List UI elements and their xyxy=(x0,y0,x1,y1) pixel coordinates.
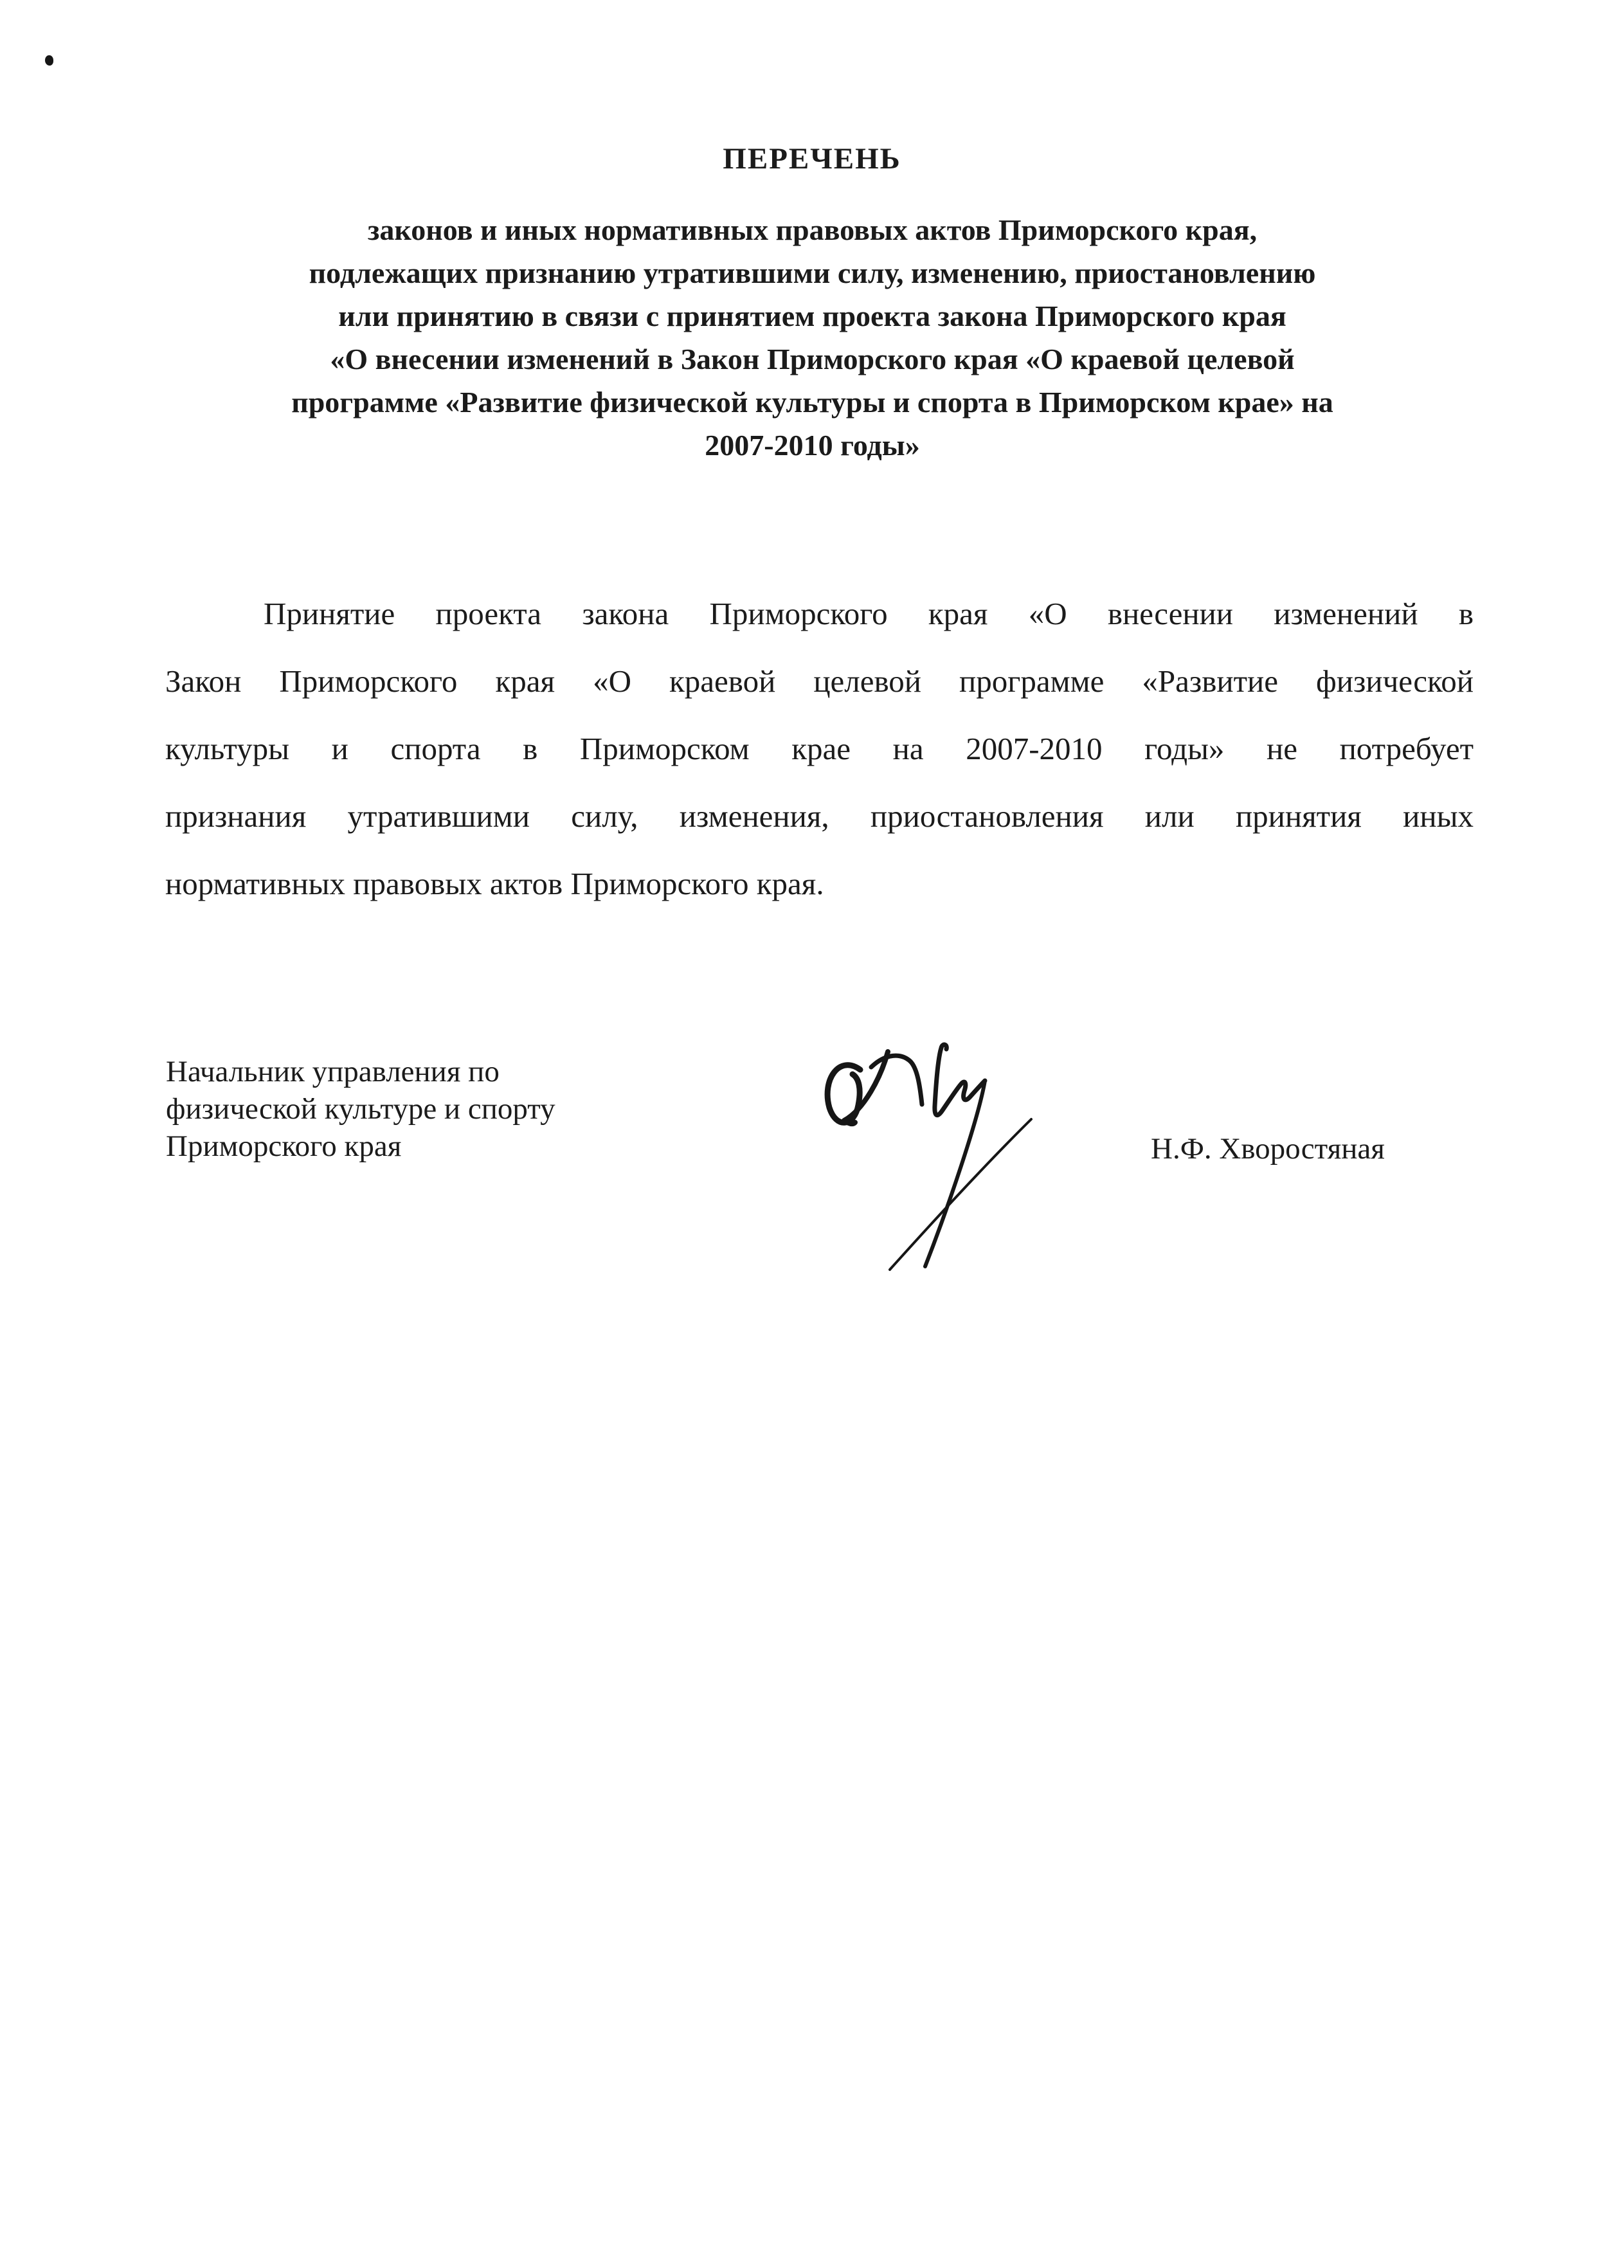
body-paragraph xyxy=(165,580,1474,917)
handwritten-signature-icon xyxy=(804,1016,1061,1286)
subtitle-line: программе «Развитие физической культуры и спорта в Приморском крае» на xyxy=(291,386,1333,419)
signatory-position-line: Начальник управления по xyxy=(166,1055,500,1088)
body-line: Закон Приморского края «О краевой целевой программе «Развитие физической xyxy=(165,663,1474,699)
body-line: признания утратившими силу, изменения, приостановления или принятия иных xyxy=(165,798,1474,834)
signatory-name: Н.Ф. Хворостяная xyxy=(1151,1132,1385,1166)
body-line: культуры и спорта в Приморском крае на 2007-2010 годы» не потребует xyxy=(165,731,1474,766)
subtitle-line: или принятию в связи с принятием проекта закона Приморского края xyxy=(338,300,1286,332)
signatory-position xyxy=(166,1053,555,1165)
body-line: нормативных правовых актов Приморского края. xyxy=(165,866,824,901)
subtitle-line: 2007-2010 годы» xyxy=(705,429,920,462)
body-line: Принятие проекта закона Приморского края «О внесении изменений в xyxy=(264,596,1474,631)
subtitle-line: подлежащих признанию утратившими силу, изменению, приостановлению xyxy=(309,256,1316,289)
document-title: ПЕРЕЧЕНЬ xyxy=(723,142,901,176)
ink-dot-artifact-icon xyxy=(45,55,53,66)
document-subtitle xyxy=(158,208,1466,467)
signatory-position-line: Приморского края xyxy=(166,1130,402,1163)
subtitle-line: «О внесении изменений в Закон Приморского края «О краевой целевой xyxy=(330,343,1295,375)
signatory-position-line: физической культуре и спорту xyxy=(166,1092,555,1126)
subtitle-line: законов и иных нормативных правовых актов Приморского края, xyxy=(367,213,1258,246)
